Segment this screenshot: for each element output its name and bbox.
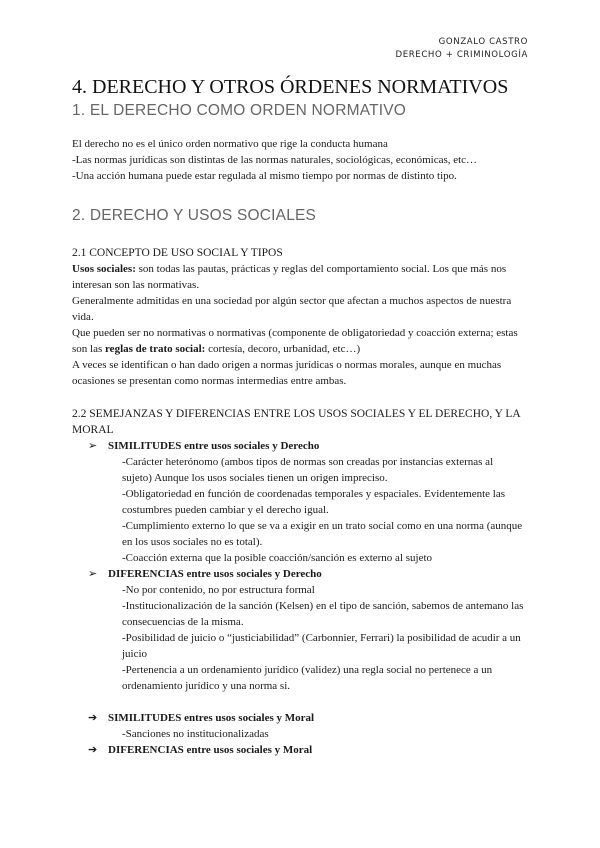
section-1-line: El derecho no es el único orden normativo que rige la conducta humana [72,138,388,150]
arrow-bullet-icon: ➔ [88,712,98,724]
list-item-line: -Posibilidad de juicio o “justiciabilidad” (Carbonnier, Ferrari) la posibilidad de acudir a un juicio [122,632,521,660]
document-body [72,74,524,758]
usos-sociales-paragraph [72,261,524,293]
subject-name: DERECHO + CRIMINOLOGÍA [395,50,528,60]
comparison-list [72,438,524,758]
section-1-line: -Las normas jurídicas son distintas de las normas naturales, sociológicas, económicas, etc… [72,154,478,166]
paragraph-identifican: A veces se identifican o han dado origen a normas jurídicas o normas morales, aunque en muchas ocasiones se presentan como normas intermedias entre ambas. [72,359,502,387]
list-item-title: SIMILITUDES entres usos sociales y Moral [108,712,315,724]
list-item-line: -Cumplimiento externo lo que se va a exigir en un trato social como en una norma (aunque en los usos sociales no es total). [122,520,523,548]
section-2-1 [72,245,524,389]
subsection-2-2-heading: 2.2 SEMEJANZAS Y DIFERENCIAS ENTRE LOS USOS SOCIALES Y EL DERECHO, Y LA MORAL [72,408,521,436]
list-item-title: DIFERENCIAS entre usos sociales y Derecho [108,568,322,580]
author-name: GONZALO CASTRO [438,37,528,47]
page-title: 4. DERECHO Y OTROS ÓRDENES NORMATIVOS [72,76,509,98]
section-2-2 [72,406,524,758]
arrow-bullet-icon: ➔ [88,744,98,756]
usos-sociales-term: Usos sociales: [72,263,136,275]
section-1-line: -Una acción humana puede estar regulada al mismo tiempo por normas de distinto tipo. [72,170,457,182]
section-1-heading: 1. EL DERECHO COMO ORDEN NORMATIVO [72,102,407,119]
arrowhead-bullet-icon: ➢ [88,440,98,452]
paragraph-normativas [72,325,524,357]
list-item-diferencias-moral [88,742,524,758]
list-item-line: -Coacción externa que la posible coacción/sanción es externo al sujeto [122,552,433,564]
paragraph-admitidas: Generalmente admitidas en una sociedad por algún sector que afectan a muchos aspectos de nuestra vida. [72,295,512,323]
spacer [88,694,524,710]
list-item-similitudes-moral [88,710,524,726]
arrowhead-bullet-icon: ➢ [88,568,98,580]
list-item-line: -Institucionalización de la sanción (Kelsen) en el tipo de sanción, sabemos de antemano las consecuencias de la misma. [122,600,524,628]
list-item-similitudes-derecho [88,438,524,454]
section-1-body [72,136,524,184]
reglas-trato-social-term: reglas de trato social: [105,343,206,355]
list-item-line: -Sanciones no institucionalizadas [122,728,269,740]
list-item-title: SIMILITUDES entre usos sociales y Derecho [108,440,320,452]
list-item-title: DIFERENCIAS entre usos sociales y Moral [108,744,313,756]
document-header [395,36,528,62]
subsection-2-1-heading: 2.1 CONCEPTO DE USO SOCIAL Y TIPOS [72,247,283,259]
list-item-diferencias-derecho [88,566,524,582]
list-item-line: -Obligatoriedad en función de coordenadas temporales y espaciales. Evidentemente las costumbres pueden cambiar y el derecho igual. [122,488,506,516]
normativas-start: Que pueden ser no normativas o normativas (componente de obligatoriedad y coacción externa; estas son las [72,327,518,355]
list-item-line: -Carácter heterónomo (ambos tipos de normas son creadas por instancias externas al sujeto) Aunque los usos sociales tienen un origen impreciso. [122,456,494,484]
normativas-end: cortesía, decoro, urbanidad, etc…) [205,343,361,355]
list-item-line: -No por contenido, no por estructura formal [122,584,315,596]
usos-sociales-definition: son todas las pautas, prácticas y reglas del comportamiento social. Los que más nos interesan son las normativas. [72,263,507,291]
list-item-line: -Pertenencia a un ordenamiento jurídico (validez) una regla social no pertenece a un ordenamiento jurídico y una norma si. [122,664,493,692]
section-2-heading: 2. DERECHO Y USOS SOCIALES [72,207,317,224]
